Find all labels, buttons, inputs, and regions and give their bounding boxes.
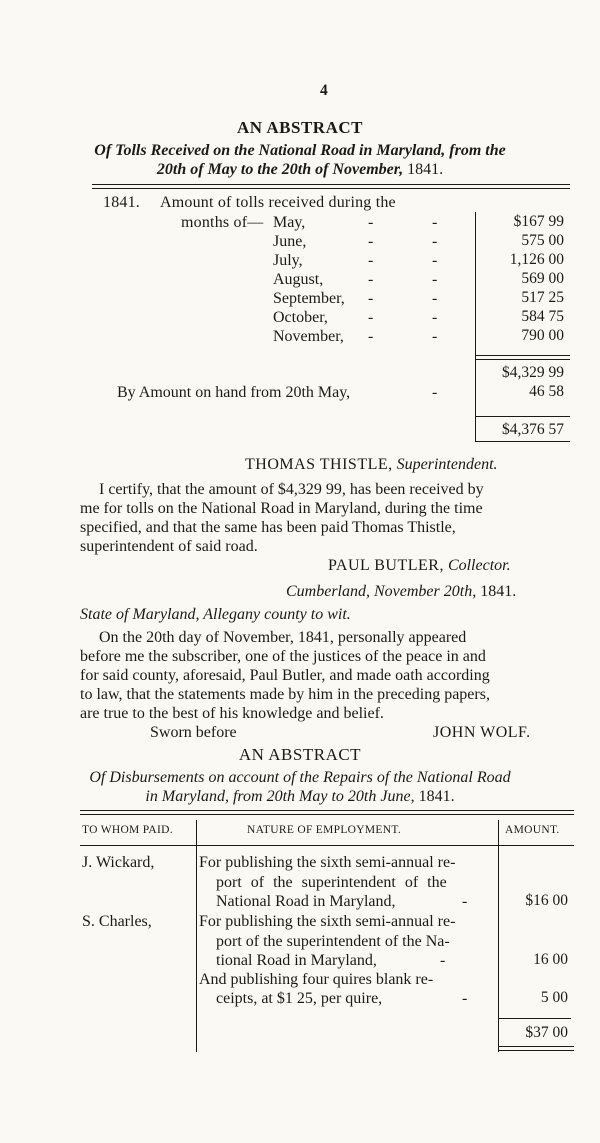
leader-dash: -	[432, 271, 438, 288]
row-amount: 16 00	[533, 951, 568, 968]
justice-name: JOHN WOLF.	[433, 724, 531, 741]
disbursements-subtitle-line2	[0, 788, 600, 806]
table-header-rule	[80, 845, 574, 846]
sworn-before: Sworn before	[150, 724, 237, 741]
row-description-line: tional Road in Maryland,	[216, 952, 377, 969]
certification-line: I certify, that the amount of $4,329 99, has been received by	[99, 481, 484, 498]
page-number: 4	[320, 82, 328, 99]
month-amount: 584 75	[521, 308, 564, 325]
leader-dash: -	[432, 384, 438, 401]
month-amount: 575 00	[521, 232, 564, 249]
leader-dash: -	[368, 214, 374, 231]
month-amount: 569 00	[521, 270, 564, 287]
tolls-intro-year: 1841.	[103, 194, 140, 211]
row-description-line: port of the superintendent of the Na-	[216, 933, 450, 950]
superintendent-signature	[245, 455, 498, 474]
tolls-intro-text: Amount of tolls received during the	[160, 194, 396, 211]
tolls-amount-column-rule	[475, 212, 476, 442]
certification-line: superintendent of said road.	[80, 538, 258, 555]
tolls-rule-top-2	[92, 188, 570, 189]
leader-dash: -	[440, 952, 446, 969]
tolls-rule-top	[92, 184, 570, 185]
on-hand-amount: 46 58	[529, 383, 564, 400]
month-amount: 790 00	[521, 327, 564, 344]
leader-dash: -	[368, 309, 374, 326]
table-rule-bottom	[499, 1046, 574, 1047]
collector-name: PAUL BUTLER,	[328, 557, 444, 574]
tolls-subtitle-line2	[0, 161, 600, 179]
affidavit-line: to law, that the statements made by him in the preceding papers,	[80, 686, 490, 703]
month-label: November,	[273, 328, 344, 345]
tolls-subtotal-rule-2	[476, 359, 570, 360]
tolls-heading: AN ABSTRACT	[237, 118, 363, 137]
table-rule-top	[80, 810, 574, 811]
tolls-subtitle-line1: Of Tolls Received on the National Road in Maryland, from the	[94, 142, 506, 159]
leader-dash: -	[432, 252, 438, 269]
on-hand-label: By Amount on hand from 20th May,	[117, 384, 351, 401]
month-label: June,	[273, 233, 307, 250]
row-payee: S. Charles,	[82, 913, 152, 930]
table-total-rule	[499, 1018, 571, 1019]
row-amount: $16 00	[525, 892, 568, 909]
table-column-rule	[196, 820, 197, 1052]
collector-signature	[328, 556, 511, 575]
column-header-amount: AMOUNT.	[505, 824, 560, 836]
affidavit-line: are true to the best of his knowledge and belief.	[80, 705, 384, 722]
place-date-text: Cumberland, November 20th,	[286, 583, 477, 600]
affidavit-line: before me the subscriber, one of the justices of the peace in and	[80, 648, 486, 665]
row-payee: J. Wickard,	[82, 854, 155, 871]
affidavit-line: for said county, aforesaid, Paul Butler, and made oath according	[80, 667, 490, 684]
month-label: August,	[273, 271, 324, 288]
month-amount: 1,126 00	[509, 251, 564, 268]
tolls-subtitle-period: 20th of May to the 20th of November,	[156, 161, 404, 178]
certification-line: specified, and that the same has been paid Thomas Thistle,	[80, 519, 456, 536]
disbursements-subtitle-period: in Maryland, from 20th May to 20th June,	[145, 788, 415, 805]
affidavit-state: State of Maryland, Allegany county to wit.	[80, 606, 351, 623]
row-description-line: ceipts, at $1 25, per quire,	[216, 990, 383, 1007]
disbursements-heading: AN ABSTRACT	[238, 745, 362, 764]
table-rule-top-2	[80, 814, 574, 815]
leader-dash: -	[462, 990, 468, 1007]
month-label: October,	[273, 309, 328, 326]
tolls-total-rule	[476, 416, 570, 417]
tolls-subtotal-rule	[476, 355, 570, 356]
month-amount: $167 99	[513, 213, 564, 230]
disbursements-subtitle-line1: Of Disbursements on account of the Repairs of the National Road	[89, 769, 511, 786]
row-description-line: For publishing the sixth semi-annual re-	[199, 854, 456, 871]
row-description-line: National Road in Maryland,	[216, 893, 396, 910]
tolls-subtotal: $4,329 99	[502, 364, 564, 381]
collector-title: Collector.	[447, 557, 511, 574]
place-date-year: 1841.	[480, 583, 517, 600]
leader-dash: -	[432, 214, 438, 231]
place-date	[286, 582, 516, 601]
row-description-line: port of the superintendent of the	[216, 874, 447, 891]
leader-dash: -	[368, 271, 374, 288]
tolls-months-of: months of—	[181, 214, 264, 231]
superintendent-title: Superintendent.	[396, 456, 498, 473]
month-label: May,	[273, 214, 306, 231]
leader-dash: -	[432, 290, 438, 307]
leader-dash: -	[368, 233, 374, 250]
tolls-total: $4,376 57	[502, 421, 564, 438]
certification-line: me for tolls on the National Road in Maryland, during the time	[80, 500, 483, 517]
table-rule-bottom-2	[499, 1050, 574, 1051]
leader-dash: -	[368, 328, 374, 345]
row-description-line: For publishing the sixth semi-annual re-	[199, 913, 456, 930]
leader-dash: -	[432, 233, 438, 250]
leader-dash: -	[432, 328, 438, 345]
row-amount: 5 00	[540, 989, 568, 1006]
table-total: $37 00	[525, 1024, 568, 1041]
affidavit-line: On the 20th day of November, 1841, personally appeared	[99, 629, 467, 646]
month-label: July,	[273, 252, 303, 269]
month-label: September,	[273, 290, 345, 307]
month-amount: 517 25	[521, 289, 564, 306]
superintendent-name: THOMAS THISTLE,	[245, 456, 393, 473]
tolls-total-underline	[476, 441, 570, 442]
leader-dash: -	[432, 309, 438, 326]
column-header-payee: TO WHOM PAID.	[82, 824, 173, 836]
row-description-line: And publishing four quires blank re-	[199, 971, 434, 988]
leader-dash: -	[462, 893, 468, 910]
column-header-employment: NATURE OF EMPLOYMENT.	[247, 824, 401, 836]
leader-dash: -	[368, 290, 374, 307]
tolls-subtitle-year: 1841.	[407, 161, 444, 178]
leader-dash: -	[368, 252, 374, 269]
disbursements-subtitle-year: 1841.	[418, 788, 455, 805]
